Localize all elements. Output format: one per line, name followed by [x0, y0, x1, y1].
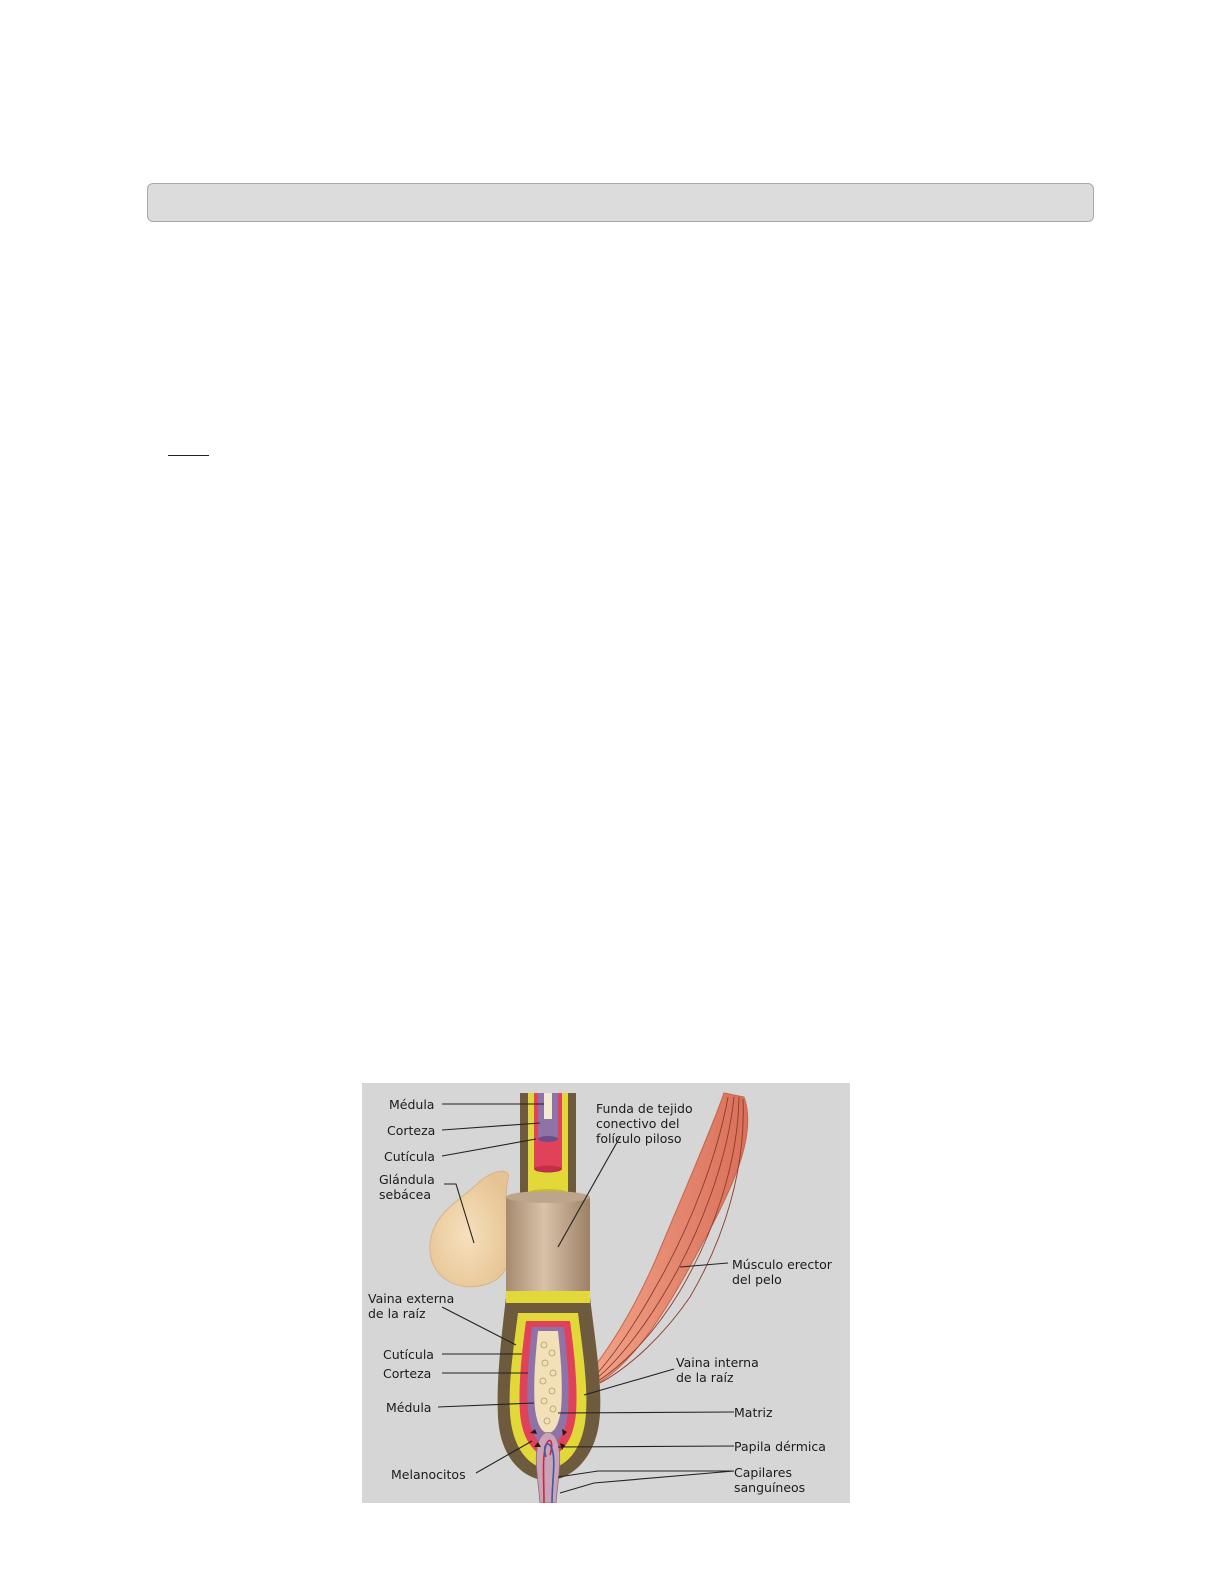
label-vaina-int-2: de la raíz [676, 1370, 734, 1385]
label-cuticula-bottom: Cutícula [383, 1347, 434, 1362]
label-papila: Papila dérmica [734, 1439, 826, 1454]
label-musculo-2: del pelo [732, 1272, 782, 1287]
bulb-neck-ring [506, 1291, 590, 1303]
label-cuticula-top: Cutícula [384, 1149, 435, 1164]
label-glandula-1: Glándula [379, 1172, 435, 1187]
label-funda-3: folículo piloso [596, 1131, 682, 1146]
label-musculo-1: Músculo erector [732, 1257, 832, 1272]
header-bar [147, 183, 1094, 222]
hair-follicle-diagram [362, 1083, 850, 1503]
shaft-purple-top [538, 1136, 558, 1142]
label-glandula-2: sebácea [379, 1187, 432, 1202]
label-corteza-top: Corteza [387, 1123, 436, 1138]
label-corteza-bottom: Corteza [383, 1366, 432, 1381]
label-vaina-ext-2: de la raíz [368, 1306, 426, 1321]
label-vaina-ext-1: Vaina externa [368, 1291, 455, 1306]
label-matriz: Matriz [734, 1405, 773, 1420]
shaft-medulla [544, 1093, 552, 1119]
label-capilares-1: Capilares [734, 1465, 792, 1480]
hair-follicle-svg [362, 1083, 850, 1503]
label-medula-top: Médula [389, 1097, 435, 1112]
dermal-papilla [536, 1433, 559, 1504]
label-vaina-int-1: Vaina interna [676, 1355, 759, 1370]
short-rule [168, 455, 209, 456]
label-capilares-2: sanguíneos [734, 1480, 806, 1495]
label-funda-1: Funda de tejido [596, 1101, 693, 1116]
bulb-medulla [534, 1331, 562, 1433]
connective-sheath-top [506, 1191, 590, 1203]
label-funda-2: conectivo del [596, 1116, 680, 1131]
shaft-red-top [534, 1166, 562, 1173]
label-medula-bottom: Médula [386, 1400, 432, 1415]
label-melanocitos: Melanocitos [391, 1467, 466, 1482]
